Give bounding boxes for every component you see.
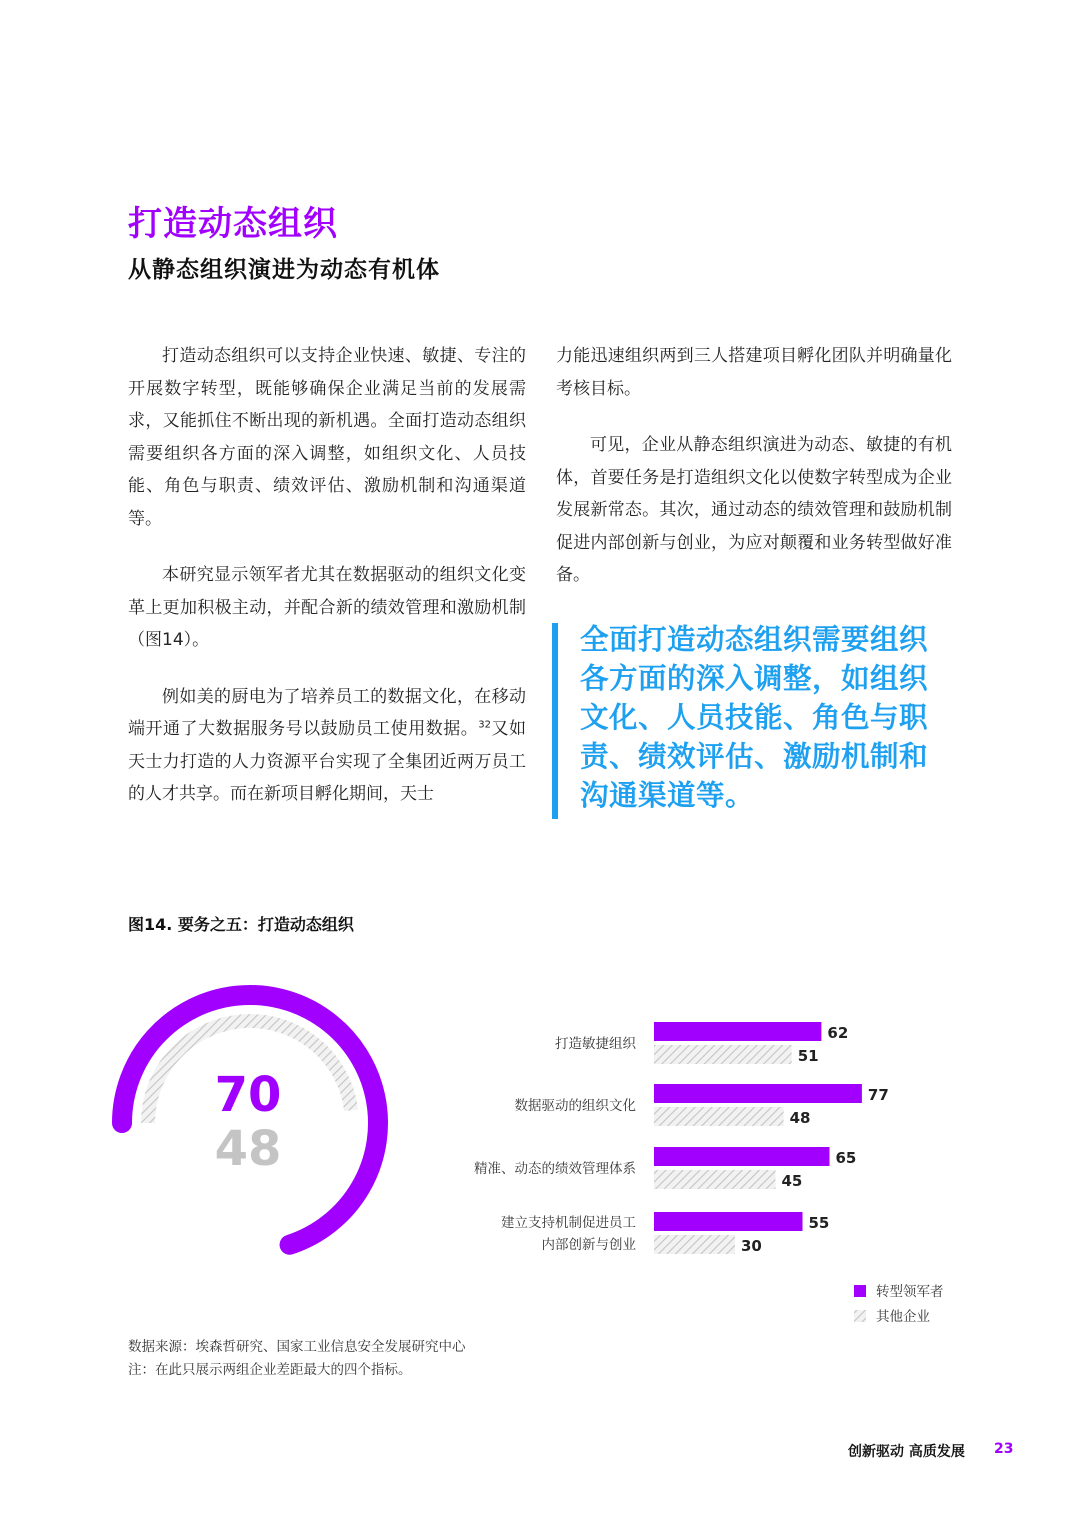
- legend-swatch-other: [854, 1310, 866, 1322]
- bar-other: [654, 1235, 735, 1254]
- body-column-left: [128, 340, 526, 811]
- bar-leader: [654, 1147, 830, 1166]
- bar-other: [654, 1170, 776, 1189]
- bar-value-label: 51: [797, 1047, 819, 1065]
- paragraph-text: 例如美的厨电为了培养员工的数据文化，在移动端开通了大数据服务号以鼓励员工使用数据。: [128, 686, 526, 739]
- paragraph: 打造动态组织可以支持企业快速、敏捷、专注的开展数字转型，既能够确保企业满足当前的发展需求，又能抓住不断出现的新机遇。全面打造动态组织需要组织各方面的深入调整，如组织文化、人员技能、角色与职责、绩效评估、激励机制和沟通渠道等。: [128, 346, 526, 529]
- bar-leader: [654, 1022, 821, 1041]
- bar-value-label: 48: [789, 1109, 811, 1127]
- page-number: 23: [994, 1441, 1014, 1457]
- figure-title: 图14. 要务之五：打造动态组织: [128, 915, 354, 934]
- footer-text: 创新驱动 高质发展: [848, 1444, 965, 1460]
- bar-other: [654, 1107, 784, 1126]
- page-title: 打造动态组织: [128, 204, 338, 244]
- bar-value-label: 55: [808, 1214, 830, 1232]
- legend-label: 转型领军者: [876, 1284, 944, 1300]
- paragraph: 本研究显示领军者尤其在数据驱动的组织文化变革上更加积极主动，并配合新的绩效管理和激励机制（图14）。: [128, 565, 526, 650]
- paragraph: 力能迅速组织两到三人搭建项目孵化团队并明确量化考核目标。: [556, 346, 952, 399]
- figure-source: [128, 1336, 466, 1382]
- pull-quote-bar: [552, 623, 558, 819]
- bar-other: [654, 1045, 792, 1064]
- source-line: 数据来源：埃森哲研究、国家工业信息安全发展研究中心: [128, 1339, 466, 1355]
- ring-value-other: 48: [214, 1121, 282, 1177]
- bar-chart: [440, 1005, 1000, 1330]
- page-subtitle: 从静态组织演进为动态有机体: [128, 257, 440, 283]
- legend-swatch-leader: [854, 1285, 866, 1297]
- legend-label: 其他企业: [876, 1309, 930, 1325]
- paragraph: [128, 681, 526, 811]
- bar-value-label: 62: [827, 1024, 849, 1042]
- bar-value-label: 30: [741, 1237, 762, 1255]
- category-label: 数据驱动的组织文化: [514, 1098, 636, 1114]
- ring-chart: [110, 975, 410, 1275]
- category-label: 内部创新与创业: [541, 1237, 636, 1253]
- footnote-ref[interactable]: 32: [478, 719, 491, 731]
- category-label: 建立支持机制促进员工: [501, 1215, 636, 1231]
- bar-value-label: 65: [835, 1149, 857, 1167]
- bar-leader: [654, 1084, 862, 1103]
- pull-quote: 全面打造动态组织需要组织各方面的深入调整，如组织文化、人员技能、角色与职责、绩效评估、激励机制和沟通渠道等。: [580, 623, 929, 812]
- bar-value-label: 77: [867, 1086, 889, 1104]
- bar-value-label: 45: [781, 1172, 803, 1190]
- category-label: 精准、动态的绩效管理体系: [474, 1161, 636, 1177]
- bar-leader: [654, 1212, 803, 1231]
- body-column-right: [556, 340, 952, 592]
- ring-value-leader: 70: [214, 1067, 282, 1123]
- category-label: 打造敏捷组织: [555, 1036, 636, 1052]
- paragraph: 可见，企业从静态组织演进为动态、敏捷的有机体，首要任务是打造组织文化以使数字转型成为企业发展新常态。其次，通过动态的绩效管理和鼓励机制促进内部创新与创业，为应对颠覆和业务转型做好准备。: [556, 435, 952, 585]
- paragraph-text: 又如天士力打造的人力资源平台实现了全集团近两万员工的人才共享。而在新项目孵化期间，天士: [128, 719, 527, 804]
- note-line: 注：在此只展示两组企业差距最大的四个指标。: [128, 1362, 412, 1378]
